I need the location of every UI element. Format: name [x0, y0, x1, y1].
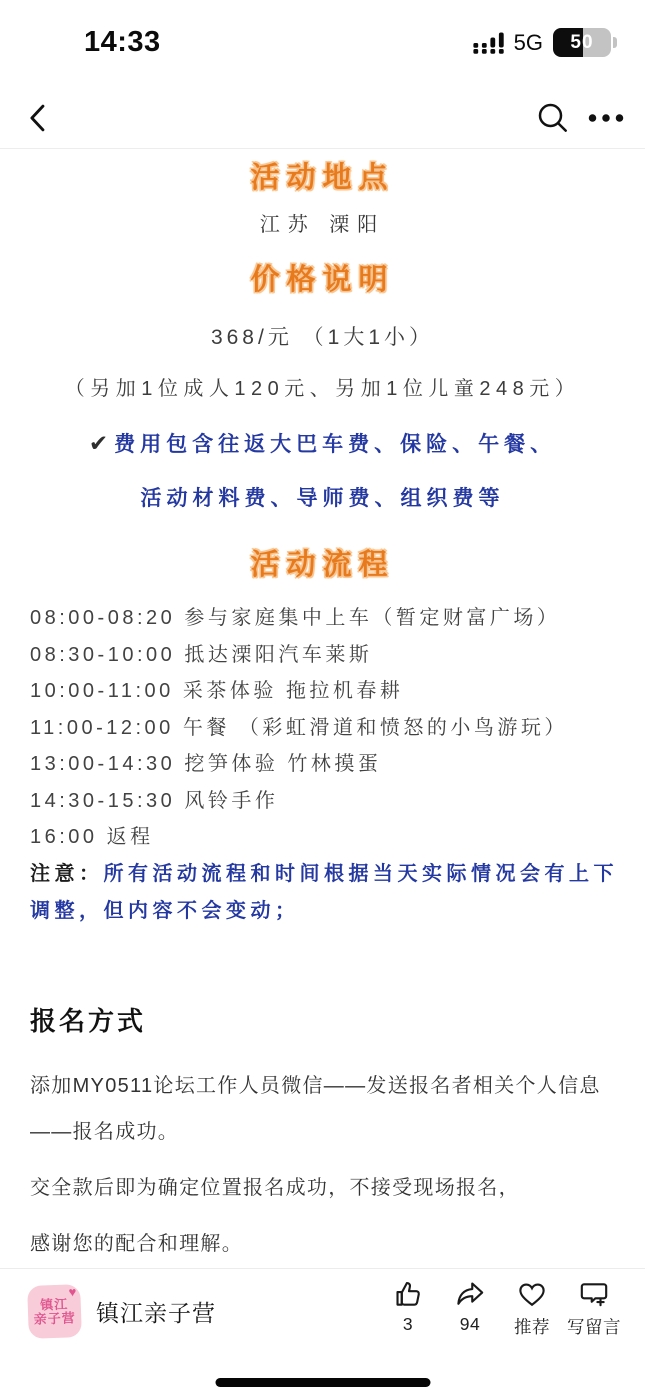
battery-nub [613, 37, 617, 48]
ellipsis-icon [585, 98, 627, 138]
heart-icon [515, 1277, 549, 1311]
status-bar [0, 0, 645, 88]
article-body [0, 149, 645, 1267]
price-main-text: 368/元 （1大1小） [210, 326, 435, 349]
section-heading-schedule: 活动流程 [250, 549, 395, 581]
price-extra-text: （另加1位成人120元、另加1位儿童248元） [64, 378, 581, 400]
schedule-item: 08:30-10:00 抵达溧阳汽车莱斯 [30, 643, 373, 666]
like-count: 3 [402, 1314, 414, 1334]
schedule-list [30, 600, 625, 856]
schedule-item: 13:00-14:30 挖笋体验 竹林摸蛋 [30, 753, 382, 775]
schedule-item: 14:30-15:30 风铃手作 [30, 789, 279, 812]
action-bar [377, 1277, 625, 1339]
signup-paragraph: 交全款后即为确定位置报名成功，不接受现场报名， [30, 1176, 520, 1199]
comment-plus-icon [577, 1277, 611, 1311]
nav-bar [0, 88, 645, 149]
network-label: 5G [513, 29, 543, 55]
share-button[interactable] [439, 1277, 501, 1339]
search-icon [533, 98, 573, 138]
note-text: 所有活动流程和时间根据当天实际情况会有上下调整，但内容不会变动； [30, 862, 618, 922]
fee-include-line2: 活动材料费、导师费、组织费等 [140, 487, 505, 510]
share-count: 94 [459, 1314, 481, 1334]
signup-paragraph: 添加MY0511论坛工作人员微信——发送报名者相关个人信息——报名成功。 [30, 1074, 601, 1143]
recommend-button[interactable] [501, 1277, 563, 1339]
author-name: 镇江亲子营 [96, 1300, 216, 1326]
chevron-left-icon [20, 98, 58, 138]
author-block[interactable] [28, 1285, 216, 1338]
signup-paragraph: 感谢您的配合和理解。 [30, 1232, 243, 1255]
footer-bar [0, 1268, 645, 1398]
avatar-text-line2: 亲子营 [33, 1309, 76, 1327]
avatar-bow-icon: ♥ [68, 1284, 78, 1300]
note-label: 注意： [30, 862, 104, 885]
status-time: 14:33 [84, 26, 161, 58]
like-button[interactable] [377, 1277, 439, 1339]
recommend-label: 推荐 [514, 1317, 550, 1337]
section-heading-price: 价格说明 [250, 264, 395, 296]
schedule-item: 11:00-12:00 午餐 （彩虹滑道和愤怒的小鸟游玩） [30, 716, 568, 739]
comment-button[interactable] [563, 1277, 625, 1339]
back-button[interactable] [20, 98, 58, 138]
signup-heading: 报名方式 [30, 1005, 147, 1036]
battery-icon [553, 28, 617, 57]
fee-line1-text: 费用包含往返大巴车费、保险、午餐、 [114, 433, 557, 456]
more-button[interactable] [585, 98, 627, 138]
schedule-item: 10:00-11:00 采茶体验 拖拉机春耕 [30, 680, 404, 702]
comment-label: 写留言 [567, 1317, 621, 1337]
home-indicator[interactable] [215, 1378, 430, 1387]
fee-include-line1 [0, 429, 645, 459]
section-heading-location: 活动地点 [250, 162, 395, 194]
status-right-cluster [473, 28, 617, 57]
avatar[interactable] [27, 1284, 82, 1339]
thumbs-up-icon [391, 1277, 425, 1311]
battery-percent: 50 [570, 31, 594, 53]
schedule-note [30, 856, 619, 930]
checkmark-icon: ✔ [88, 430, 109, 456]
avatar-text-line1: 镇江 [39, 1296, 69, 1312]
location-text: 江苏 溧阳 [259, 214, 386, 236]
schedule-item: 08:00-08:20 参与家庭集中上车（暂定财富广场） [30, 607, 561, 629]
schedule-item: 16:00 返程 [30, 826, 154, 848]
cellular-signal-icon [473, 32, 504, 54]
share-arrow-icon [453, 1277, 487, 1311]
search-button[interactable] [533, 98, 573, 138]
